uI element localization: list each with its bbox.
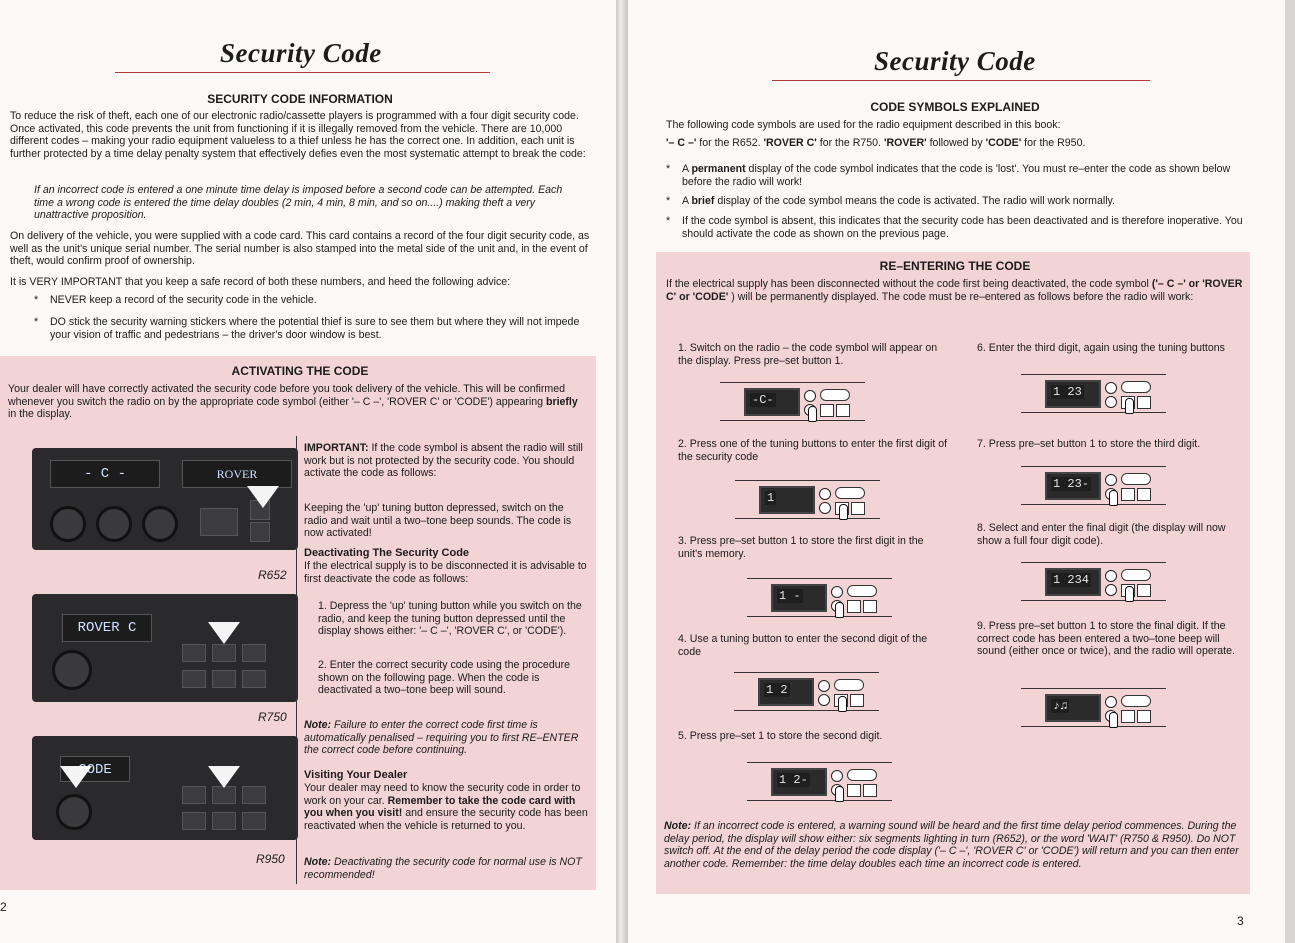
finger-press-icon (835, 602, 844, 618)
title-rule (772, 80, 1150, 81)
preset-key (851, 502, 865, 515)
down-arrow-icon (208, 766, 240, 788)
tuning-down-button (250, 522, 270, 542)
radio-button (182, 670, 206, 688)
visiting-text-a: Your dealer may need to know the security code in order to work on your car. (304, 782, 581, 807)
tuning-button (847, 769, 877, 781)
diagram-line (735, 480, 880, 481)
diagram-line (734, 672, 879, 673)
model-label-r652: R652 (258, 568, 287, 582)
tuning-button (1121, 381, 1151, 393)
activating-text-a: Your dealer will have correctly activated the security code before you took delivery of the vehicle. This will be confirmed whenever you switch the radio on by the appropriate code symbol (either '– C –', 'ROVER C' or 'CODE') appearing (8, 383, 566, 408)
bullet-star: * (34, 316, 39, 328)
radio-display-text: 1 234 (1053, 573, 1090, 587)
preset-button (804, 390, 816, 402)
bullet-text: A (682, 163, 692, 175)
diagram-line (1021, 504, 1166, 505)
preset-key (1137, 396, 1151, 409)
radio-display-screen (759, 486, 815, 514)
step-8-diagram (1021, 562, 1171, 602)
step-2-text: 2. Press one of the tuning buttons to enter the first digit of the security code (678, 438, 948, 463)
right-page-title: Security Code (874, 46, 1036, 76)
preset-key (836, 404, 850, 417)
bullet-text: display of the code symbol means the code is activated. The radio will work normally. (714, 195, 1115, 207)
radio-display-screen (1045, 694, 1101, 722)
symbols-intro: The following code symbols are used for the radio equipment described in this book: (666, 119, 1061, 131)
radio-knob (50, 506, 86, 542)
radio-r950-display: CODE (60, 756, 130, 782)
finger-press-icon (1125, 586, 1134, 602)
bullet-absent (666, 215, 1246, 243)
preset-button (1105, 570, 1117, 582)
diagram-line (720, 420, 865, 421)
radio-r652-display: - C - (50, 460, 160, 488)
step-9-diagram (1021, 688, 1171, 728)
bullet-never-text: NEVER keep a record of the security code in the vehicle. (50, 294, 317, 306)
model-label-r950: R950 (256, 852, 285, 866)
important-text: If the code symbol is absent the radio will still work but is not protected by the security code. You should activate the code as follows: (304, 442, 583, 480)
preset-button (1105, 396, 1117, 408)
diagram-line (747, 578, 892, 579)
page-number-left: 2 (0, 900, 7, 914)
radio-display-screen (771, 768, 827, 796)
radio-display-text: 1 2 (766, 683, 788, 697)
bullet-do-text: DO stick the security warning stickers where the potential thief is sure to see them but where they will not impede your vision of traffic and pedestrians – the driver's door window is best. (50, 316, 580, 341)
preset-key (850, 694, 864, 707)
activating-text-c: in the display. (8, 408, 72, 421)
preset-key (1137, 710, 1151, 723)
radio-display-screen (758, 678, 814, 706)
finger-press-icon (1125, 398, 1134, 414)
tuning-button (1121, 473, 1151, 485)
step-5-text: 5. Press pre–set 1 to store the second digit. (678, 730, 883, 742)
symbols-heading: CODE SYMBOLS EXPLAINED (870, 100, 1040, 114)
preset-button (1105, 474, 1117, 486)
step-7-text: 7. Press pre–set button 1 to store the third digit. (977, 438, 1201, 450)
preset-button (819, 502, 831, 514)
diagram-line (1021, 412, 1166, 413)
bullet-bold: permanent (691, 163, 746, 175)
diagram-line (747, 800, 892, 801)
radio-display-screen (744, 388, 800, 416)
radio-button (242, 644, 266, 662)
model-label-r750: R750 (258, 710, 287, 724)
activating-heading: ACTIVATING THE CODE (231, 364, 369, 378)
finger-press-icon (808, 406, 817, 422)
preset-button (1105, 382, 1117, 394)
radio-r652-display-2: ROVER (182, 460, 292, 488)
activating-text-brief: briefly (545, 395, 578, 408)
radio-display-screen (1045, 380, 1101, 408)
symbol-rover: 'ROVER' (883, 137, 927, 149)
symbols-text: for the R750. (816, 137, 884, 149)
diagram-line (734, 710, 879, 711)
step-9-text: 9. Press pre–set button 1 to store the final digit. If the correct code has been entered a two–tone beep will sound (either once or twice), and the radio will operate. (977, 620, 1235, 658)
diagram-line (747, 616, 892, 617)
bullet-star: * (666, 163, 671, 175)
radio-button (242, 786, 266, 804)
bullet-star: * (666, 195, 671, 207)
note-1-label: Note: (304, 719, 332, 731)
keep-paragraph: Keeping the 'up' tuning button depressed, switch on the radio and wait until a two–tone beep sounds. The code is now activated! (304, 502, 572, 540)
finger-press-icon (1109, 490, 1118, 506)
symbols-text: for the R950. (1021, 137, 1086, 149)
reentering-symbols: ('– C –' or 'ROVER C' or 'CODE' (666, 278, 1243, 303)
deactivating-paragraph: If the electrical supply is to be disconnected it is advisable to first deactivate the code as follows: (304, 560, 587, 585)
symbol-c: '– C –' (666, 137, 697, 149)
step-4-diagram (734, 672, 884, 712)
step-5-diagram (747, 762, 897, 802)
step-6-diagram (1021, 374, 1171, 414)
preset-key (847, 784, 861, 797)
symbol-rover-c: 'ROVER C' (763, 137, 817, 149)
tuning-button (834, 679, 864, 691)
radio-r950-image (32, 736, 298, 840)
visiting-paragraph (304, 782, 588, 832)
radio-display-text: 1 23 (1053, 385, 1082, 399)
preset-key (1137, 488, 1151, 501)
visiting-heading: Visiting Your Dealer (304, 769, 408, 781)
step-6-text: 6. Enter the third digit, again using the tuning buttons (977, 342, 1225, 354)
preset-key (820, 404, 834, 417)
preset-button (818, 680, 830, 692)
finger-press-icon (839, 504, 848, 520)
step-1-text: 1. Switch on the radio – the code symbol will appear on the display. Press pre–set button 1. (678, 342, 938, 367)
preset-button (1105, 696, 1117, 708)
visiting-text-bold: Remember to take the code card with you when you visit! (304, 794, 576, 820)
diagram-line (1021, 562, 1166, 563)
diagram-line (720, 382, 865, 383)
finger-press-icon (838, 696, 847, 712)
right-page (628, 0, 1285, 943)
down-arrow-icon (247, 486, 279, 508)
radio-button (182, 644, 206, 662)
radio-button (242, 812, 266, 830)
radio-button (212, 812, 236, 830)
book-gutter (616, 0, 628, 943)
bullet-brief-text (682, 195, 1244, 208)
deactivating-step-1: 1. Depress the 'up' tuning button while you switch on the radio, and keep the tuning button depressed until the display shows either: '– C –', 'ROVER C', or 'CODE'). (318, 600, 582, 638)
diagram-line (735, 518, 880, 519)
radio-button (212, 786, 236, 804)
radio-display-text: -C- (752, 393, 774, 407)
finger-press-icon (835, 786, 844, 802)
step-4-text: 4. Use a tuning button to enter the second digit of the code (678, 633, 928, 658)
down-arrow-icon (208, 622, 240, 644)
title-rule (115, 72, 490, 73)
radio-display-text: 1 23- (1053, 477, 1090, 491)
info-paragraph-1: To reduce the risk of theft, each one of our electronic radio/cassette players is programmed with a four digit security code. Once activated, this code prevents the unit from functioning if it is illegally removed from the vehicle. There are 10,000 different codes – making your radio equipment valueless to a thief unless he has the correct one. In addition, each unit is further protected by a time delay penalty system that effectively defies even the most systematic attempt to break the code: (10, 110, 586, 160)
bullet-star: * (34, 294, 39, 306)
diagram-line (1021, 374, 1166, 375)
radio-display-text: 1 2- (779, 773, 808, 787)
diagram-line (1021, 466, 1166, 467)
reentering-heading: RE–ENTERING THE CODE (879, 259, 1031, 273)
note-1-text: Failure to enter the correct code first time is automatically penalised – requiring you to first RE–ENTER the correct code before continuing. (304, 719, 579, 757)
preset-button (818, 694, 830, 706)
info-paragraph-3: On delivery of the vehicle, you were supplied with a code card. This card contains a record of the four digit security code, as well as the unit's unique serial number. The serial number is also stamped into the metal side of the unit and, in the event of theft, would confirm proof of ownership. (10, 230, 590, 268)
reentering-note (664, 820, 1246, 870)
radio-display-text: 1 - (779, 589, 801, 603)
important-label: IMPORTANT: (304, 442, 369, 454)
diagram-line (747, 762, 892, 763)
left-page (0, 0, 616, 943)
radio-knob (142, 506, 178, 542)
radio-knob (96, 506, 132, 542)
activating-paragraph (8, 383, 588, 421)
note-2-text: Deactivating the security code for normal use is NOT recommended! (304, 856, 582, 881)
diagram-line (1021, 600, 1166, 601)
bullet-never (34, 294, 584, 308)
note-2 (304, 856, 588, 881)
visiting-text-c: and ensure the security code has been reactivated when the vehicle is returned to you. (304, 807, 588, 832)
preset-key (1121, 488, 1135, 501)
page-number-right: 3 (1237, 914, 1244, 928)
radio-display-screen (1045, 568, 1101, 596)
radio-button (182, 786, 206, 804)
bullet-text: A (682, 195, 692, 207)
symbols-text: followed by (926, 137, 986, 149)
step-3-diagram (747, 578, 897, 618)
note-1 (304, 719, 588, 757)
info-paragraph-2: If an incorrect code is entered a one minute time delay is imposed before a second code can be attempted. Each time a wrong code is entered the time delay doubles (2 min, 4 min, 8 min, and so on....) making theft a very unattractive proposition. (34, 184, 563, 222)
step-2-diagram (735, 480, 885, 520)
preset-key (863, 784, 877, 797)
note-2-label: Note: (304, 856, 332, 868)
symbols-text: for the R652. (696, 137, 764, 149)
preset-button (831, 586, 843, 598)
reentering-note-label: Note: (664, 820, 692, 832)
bullet-bold: brief (691, 195, 715, 207)
preset-key (1137, 584, 1151, 597)
radio-button (242, 670, 266, 688)
preset-button (1105, 584, 1117, 596)
tuning-button (847, 585, 877, 597)
tuning-button (1121, 569, 1151, 581)
radio-knob (52, 650, 92, 690)
preset-key (847, 600, 861, 613)
step-1-diagram (720, 382, 870, 422)
info-heading: SECURITY CODE INFORMATION (207, 92, 393, 106)
symbols-line (666, 137, 1266, 150)
preset-key (1121, 710, 1135, 723)
reentering-note-text: If an incorrect code is entered, a warning sound will be heard and the first time delay period commences. During the delay period, the display will show either: six segments lighting in turn (R652), or the word 'WAIT' (R750 & R950). Do NOT switch off. At the end of the delay period the code display ('– C –', 'ROVER C' or 'CODE') will return and you can then enter another code. Remember: the time delay doubles each time an incorrect code is entered. (664, 820, 1239, 870)
radio-display-text: 1 (767, 491, 775, 505)
radio-display-text: ♪♫ (1053, 699, 1068, 713)
reentering-text: If the electrical supply has been disconnected without the code first being deactivated, the code symbol (666, 278, 1152, 290)
reentering-text: ) will be permanently displayed. The code must be re–entered as follows before the radio will work: (731, 290, 1194, 303)
diagram-line (1021, 688, 1166, 689)
step-7-diagram (1021, 466, 1171, 506)
deactivating-heading: Deactivating The Security Code (304, 547, 470, 559)
reentering-paragraph (666, 278, 1246, 303)
radio-knob (56, 794, 92, 830)
radio-display-screen (1045, 472, 1101, 500)
bullet-text: display of the code symbol indicates that the code is 'lost'. You must re–enter the code as shown below before the radio will work! (682, 163, 1231, 188)
diagram-line (1021, 726, 1166, 727)
radio-r750-image (32, 594, 298, 702)
bullet-permanent-text (682, 163, 1244, 188)
bullet-brief (666, 195, 1246, 209)
bullet-do (34, 316, 584, 344)
radio-r750-display: ROVER C (62, 614, 152, 642)
radio-display-screen (771, 584, 827, 612)
tuning-button (820, 389, 850, 401)
radio-button (212, 670, 236, 688)
column-divider (296, 436, 297, 884)
step-3-text: 3. Press pre–set button 1 to store the first digit in the unit's memory. (678, 535, 924, 560)
deactivating-step-2: 2. Enter the correct security code using the procedure shown on the following page. When the code is deactivated a two–tone beep will sound. (318, 659, 571, 697)
left-page-title: Security Code (220, 38, 382, 68)
tuning-button (835, 487, 865, 499)
step-8-text: 8. Select and enter the final digit (the display will now show a full four digit code). (977, 522, 1226, 547)
preset-button (819, 488, 831, 500)
bullet-absent-text: If the code symbol is absent, this indicates that the security code has been deactivated and is therefore inoperative. You should activate the code as shown on the previous page. (682, 215, 1243, 240)
bullet-star: * (666, 215, 671, 227)
preset-button (831, 770, 843, 782)
down-arrow-icon (60, 766, 92, 788)
preset-key (863, 600, 877, 613)
radio-button (212, 644, 236, 662)
tuning-button (1121, 695, 1151, 707)
bullet-permanent (666, 163, 1246, 191)
info-paragraph-4: It is VERY IMPORTANT that you keep a safe record of both these numbers, and heed the following advice: (10, 276, 511, 288)
important-paragraph (304, 442, 588, 480)
symbol-code: 'CODE' (985, 137, 1022, 149)
finger-press-icon (1109, 712, 1118, 728)
radio-button (182, 812, 206, 830)
radio-button (200, 508, 238, 536)
